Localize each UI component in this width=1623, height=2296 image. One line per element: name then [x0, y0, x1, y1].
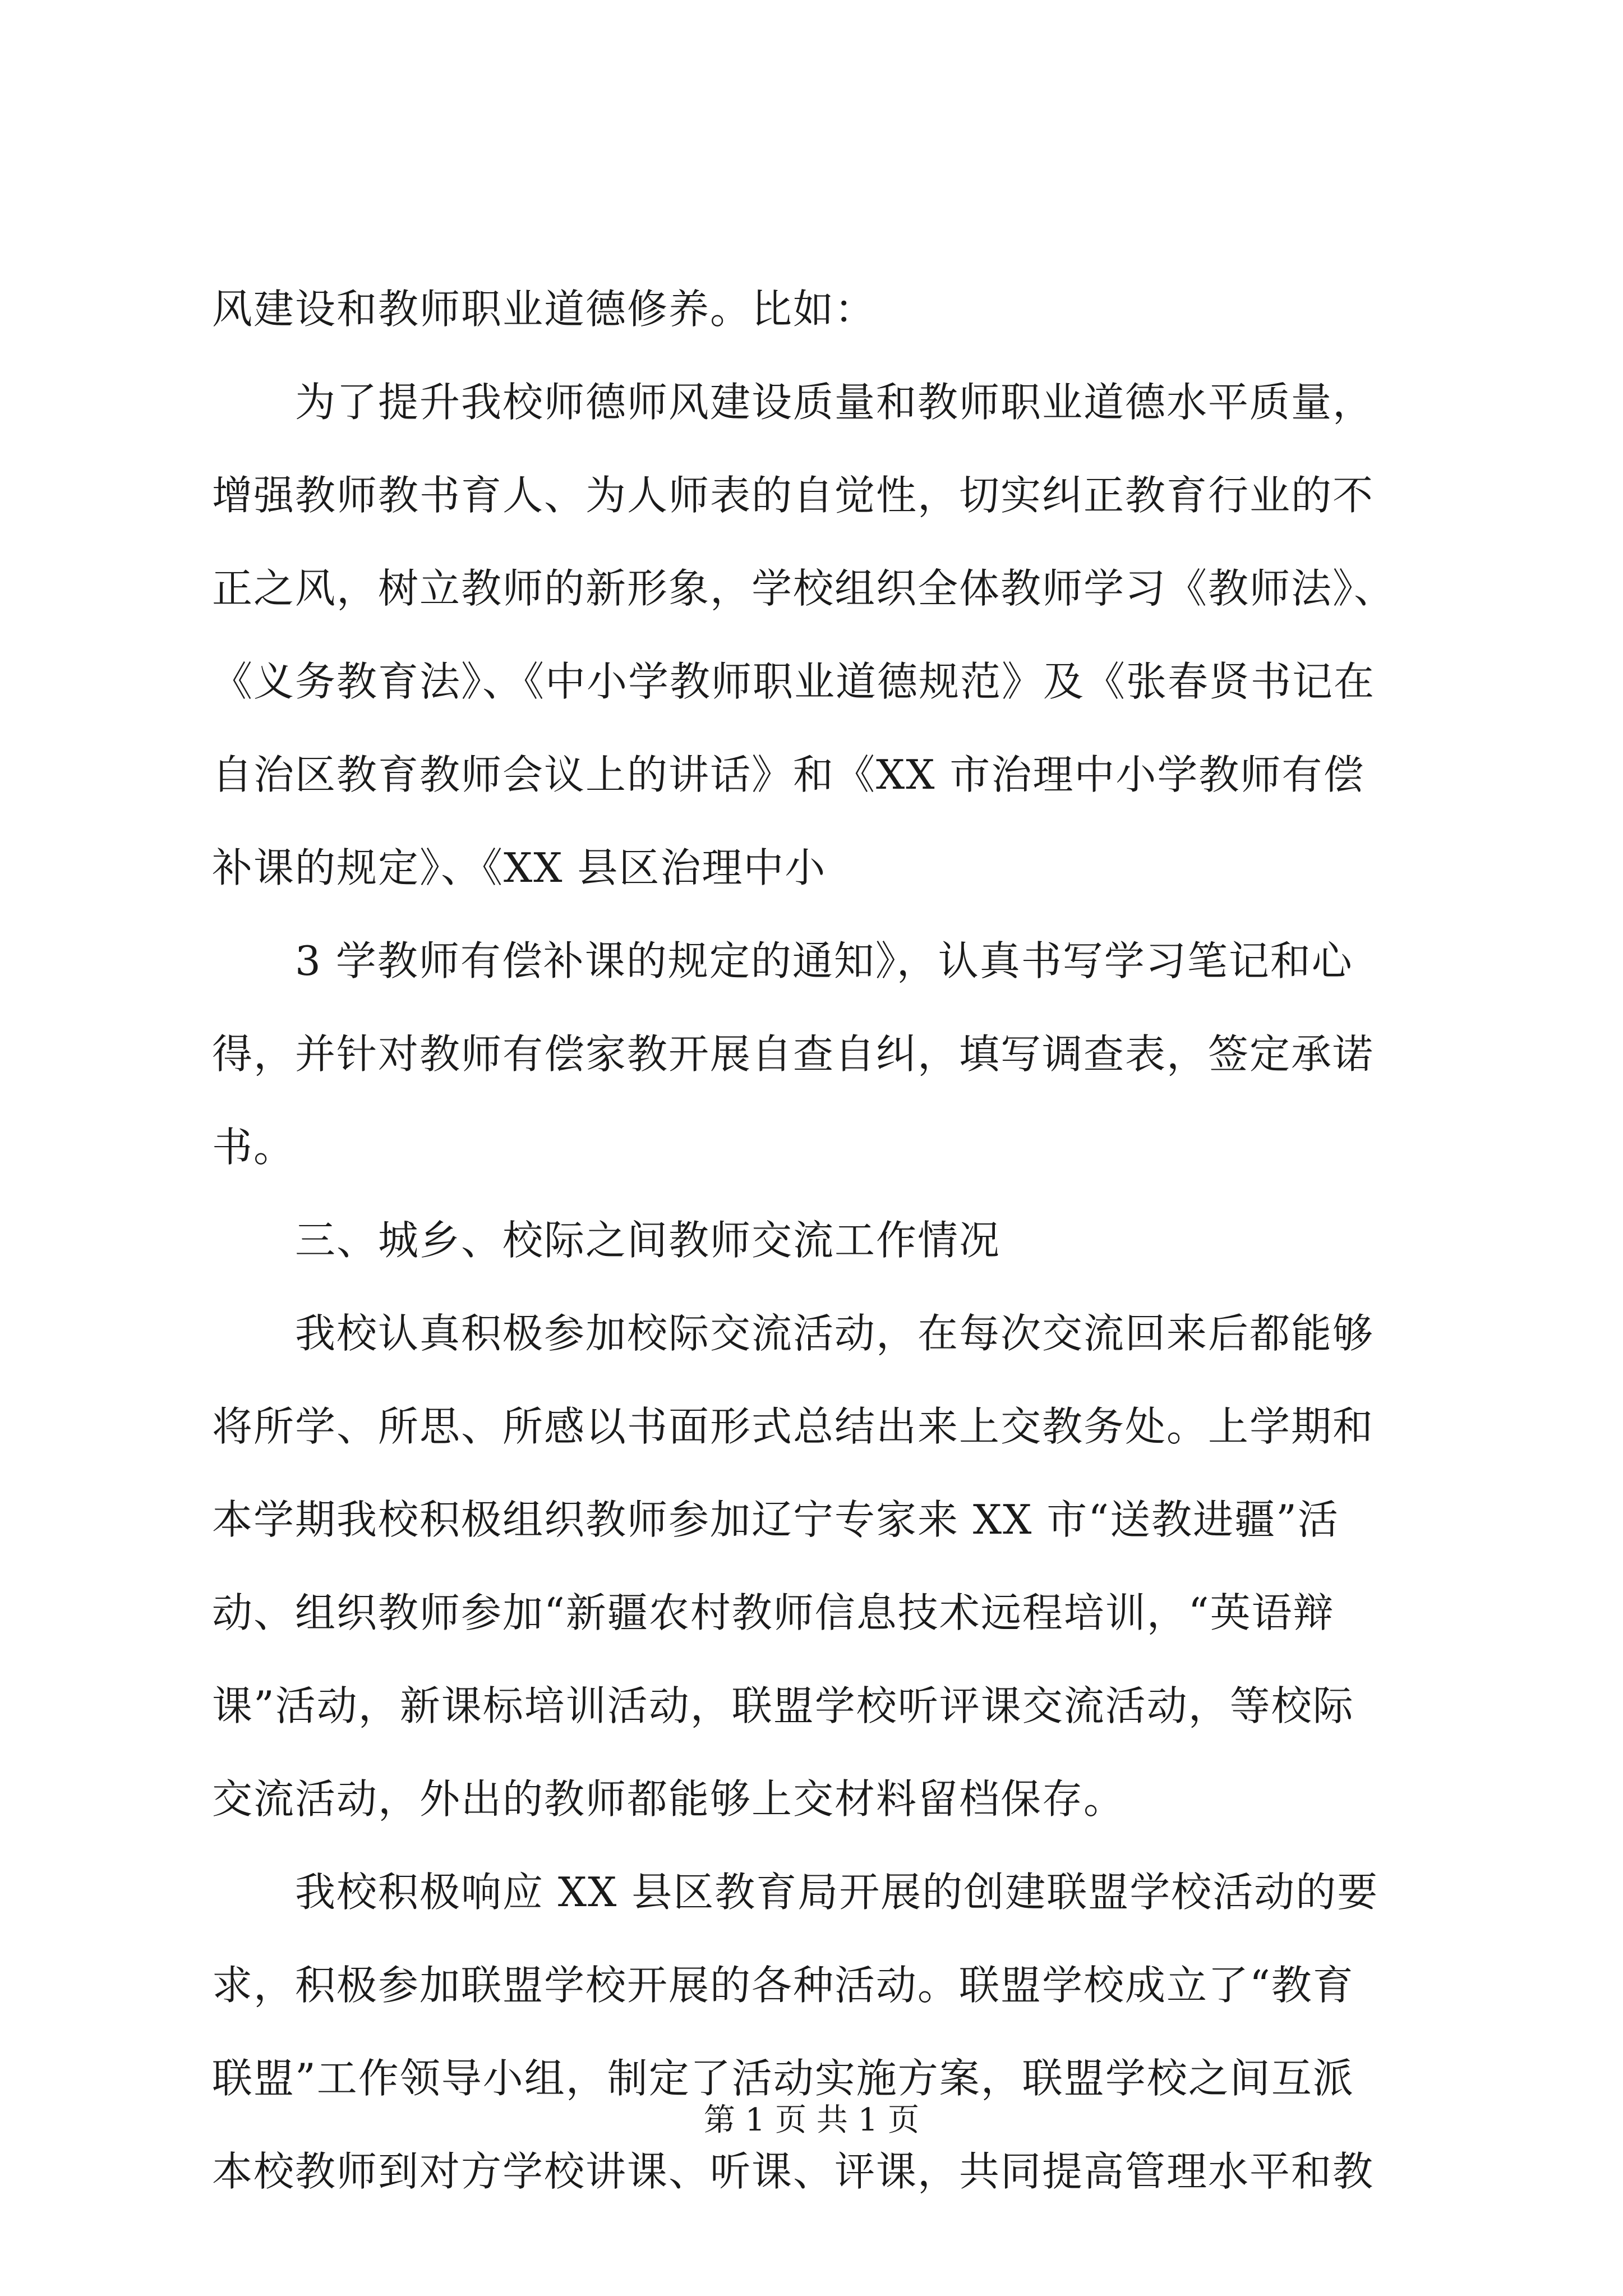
text-line: 本校教师到对方学校讲课、听课、评课，共同提高管理水平和教	[212, 2148, 1375, 2195]
text-line: 本学期我校积极组织教师参加辽宁专家来 XX 市“送教进疆”活	[212, 1496, 1339, 1543]
text-line: 我校认真积极参加校际交流活动，在每次交流回来后都能够	[212, 1310, 1375, 1357]
text-line: 风建设和教师职业道德修养。比如：	[212, 286, 877, 333]
text-line: 正之风，树立教师的新形象，学校组织全体教师学习《教师法》、	[212, 565, 1396, 612]
text-line: 联盟”工作领导小组，制定了活动实施方案，联盟学校之间互派	[212, 2055, 1354, 2102]
text-line: 补课的规定》、《XX 县区治理中小	[212, 844, 827, 891]
text-line: 增强教师教书育人、为人师表的自觉性，切实纠正教育行业的不	[212, 472, 1375, 519]
text-line: 书。	[212, 1124, 296, 1171]
text-line: 我校积极响应 XX 县区教育局开展的创建联盟学校活动的要	[212, 1869, 1379, 1916]
text-line: 《义务教育法》、《中小学教师职业道德规范》及《张春贤书记在	[212, 658, 1376, 705]
text-line: 交流活动，外出的教师都能够上交材料留档保存。	[212, 1775, 1126, 1823]
text-line: 求，积极参加联盟学校开展的各种活动。联盟学校成立了“教育	[212, 1962, 1354, 2009]
text-line: 将所学、所思、所感以书面形式总结出来上交教务处。上学期和	[212, 1403, 1375, 1450]
document-body	[212, 263, 1435, 2218]
text-line: 动、组织教师参加“新疆农村教师信息技术远程培训，“英语辩	[212, 1589, 1335, 1636]
text-line: 得，并针对教师有偿家教开展自查自纠，填写调查表，签定承诺	[212, 1030, 1375, 1078]
text-line: 自治区教育教师会议上的讲话》和《XX 市治理中小学教师有偿	[212, 751, 1365, 798]
text-line: 为了提升我校师德师风建设质量和教师职业道德水平质量，	[212, 379, 1375, 426]
page-footer: 第 1 页 共 1 页	[703, 2102, 920, 2138]
section-heading: 三、城乡、校际之间教师交流工作情况	[212, 1217, 1001, 1264]
text-line: 课”活动，新课标培训活动，联盟学校听评课交流活动，等校际	[212, 1682, 1354, 1729]
text-line: 3 学教师有偿补课的规定的通知》，认真书写学习笔记和心	[212, 937, 1353, 984]
